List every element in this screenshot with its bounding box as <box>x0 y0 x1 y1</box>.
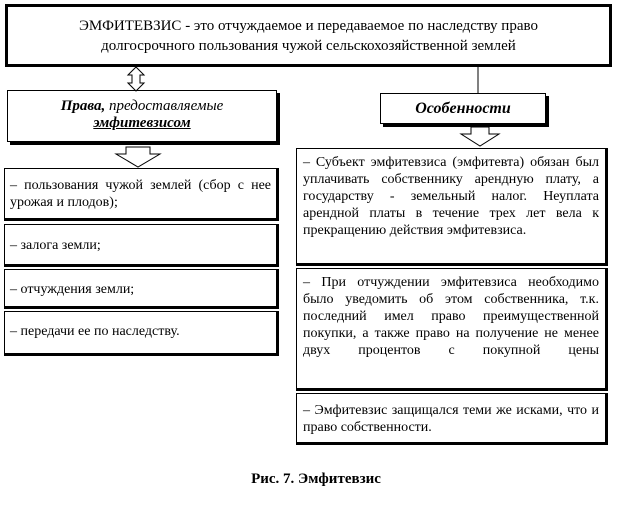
feature-item-3 <box>296 393 608 445</box>
rights-header-underlined: эмфитевзисом <box>93 115 191 131</box>
features-header-text: Особенности <box>415 100 511 117</box>
rights-header-text: предоставляемые <box>105 98 224 114</box>
feature-item-1 <box>296 148 608 266</box>
rights-item-4-text: – передачи ее по наследству. <box>10 324 180 339</box>
figure-caption <box>0 471 632 488</box>
rights-item-1-text: – пользования чужой землей (сбор с нее урожая и плодов); <box>10 178 271 210</box>
down-arrow-icon-right <box>461 127 499 146</box>
rights-item-3-text: – отчуждения земли; <box>10 282 135 297</box>
rights-header-bold: Права, <box>60 98 106 114</box>
rights-item-2-text: – залога земли; <box>10 238 101 253</box>
features-header-box <box>380 93 546 124</box>
rights-item-1 <box>4 168 279 221</box>
feature-item-2 <box>296 268 608 391</box>
double-arrow-icon <box>128 67 144 91</box>
feature-item-1-text: – Субъект эмфитевзиса (эмфитевта) обязан был уплачивать собственнику арендную плату, а государству - земельный налог. Неуплата арендной платы в течение трех лет вела к прекращению действия эмфитевзиса. <box>303 155 599 238</box>
definition-box <box>5 4 612 67</box>
rights-item-4 <box>4 311 279 356</box>
rights-header-box <box>7 90 277 142</box>
figure-caption-text: Рис. 7. Эмфитевзис <box>251 471 381 487</box>
down-arrow-icon-left <box>116 147 160 167</box>
feature-item-2-text: – При отчуждении эмфитевзиса необходимо было уведомить об этом собственника, т.к. последний имел право преимущественной покупки, а также право на получение не менее двух процентов с покупной цены <box>303 275 599 358</box>
rights-item-3 <box>4 269 279 309</box>
feature-item-3-text: – Эмфитевзис защищался теми же исками, что и право собственности. <box>303 403 599 435</box>
rights-item-2 <box>4 224 279 267</box>
definition-text: ЭМФИТЕВЗИС - это отчуждаемое и передаваемое по наследству право долгосрочного пользования чужой сельскохозяйственной землей <box>79 17 538 54</box>
